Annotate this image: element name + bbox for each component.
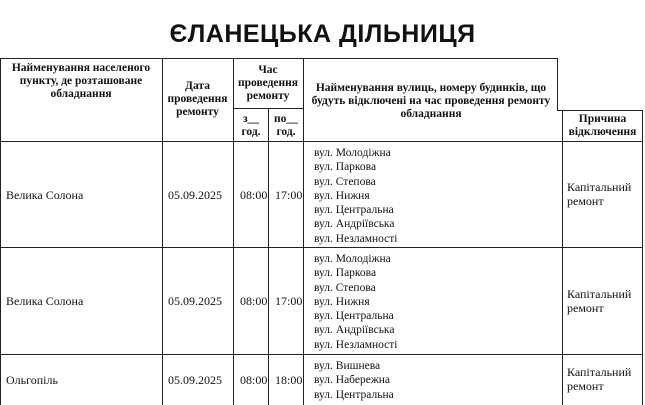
date-cell: 05.09.2025 (168, 373, 222, 387)
street-item: вул. Незламності (314, 232, 398, 245)
street-item: вул. Незламності (314, 338, 398, 351)
header-reason: Причина відключення (568, 113, 637, 138)
street-item: вул. Паркова (314, 267, 377, 280)
to-cell: 17:00 (275, 294, 303, 308)
from-cell: 08:00 (240, 373, 268, 387)
street-item: вул. Андріївська (314, 324, 395, 337)
street-item: вул. Молодіжна (314, 253, 391, 265)
from-cell: 08:00 (240, 294, 268, 308)
from-cell: 08:00 (240, 188, 268, 202)
to-cell: 17:00 (275, 188, 303, 202)
date-cell: 05.09.2025 (168, 188, 222, 202)
to-cell: 18:00 (275, 373, 303, 387)
page-title: ЄЛАНЕЦЬКА ДІЛЬНИЦЯ (169, 20, 476, 48)
header-time: Час проведення ремонту (237, 64, 299, 102)
header-date: Дата проведення ремонту (167, 80, 228, 118)
header-settlement: Найменування населеного пункту, де розташоване обладнання (11, 62, 151, 100)
street-item: вул. Набережна (314, 374, 391, 387)
reason-cell: Капітальний ремонт (567, 365, 632, 393)
settlement-cell: Ольгопіль (6, 373, 58, 387)
streets-cell (314, 252, 398, 352)
settlement-cell: Велика Солона (6, 294, 84, 308)
street-item: вул. Нижня (314, 295, 370, 308)
header-to: по__ год. (274, 113, 298, 138)
header-from: з__ год. (241, 113, 261, 138)
street-item: вул. Центральна (314, 388, 394, 401)
header-streets: Найменування вулиць, номеру будинків, що будуть відключені на час проведення ремонту обладнання (311, 82, 551, 120)
street-item: вул. Центральна (314, 310, 394, 323)
street-item: вул. Центральна (314, 204, 394, 217)
street-item: вул. Паркова (314, 161, 377, 174)
streets-cell (314, 359, 394, 402)
settlement-cell: Велика Солона (6, 188, 84, 202)
reason-cell: Капітальний ремонт (567, 180, 632, 208)
street-item: вул. Молодіжна (314, 147, 391, 159)
street-item: вул. Андріївська (314, 218, 395, 231)
date-cell: 05.09.2025 (168, 294, 222, 308)
streets-cell (314, 146, 398, 246)
reason-cell: Капітальний ремонт (567, 287, 632, 315)
street-item: вул. Вишнева (314, 360, 381, 372)
street-item: вул. Степова (314, 175, 376, 188)
street-item: вул. Степова (314, 281, 376, 294)
street-item: вул. Нижня (314, 189, 370, 202)
